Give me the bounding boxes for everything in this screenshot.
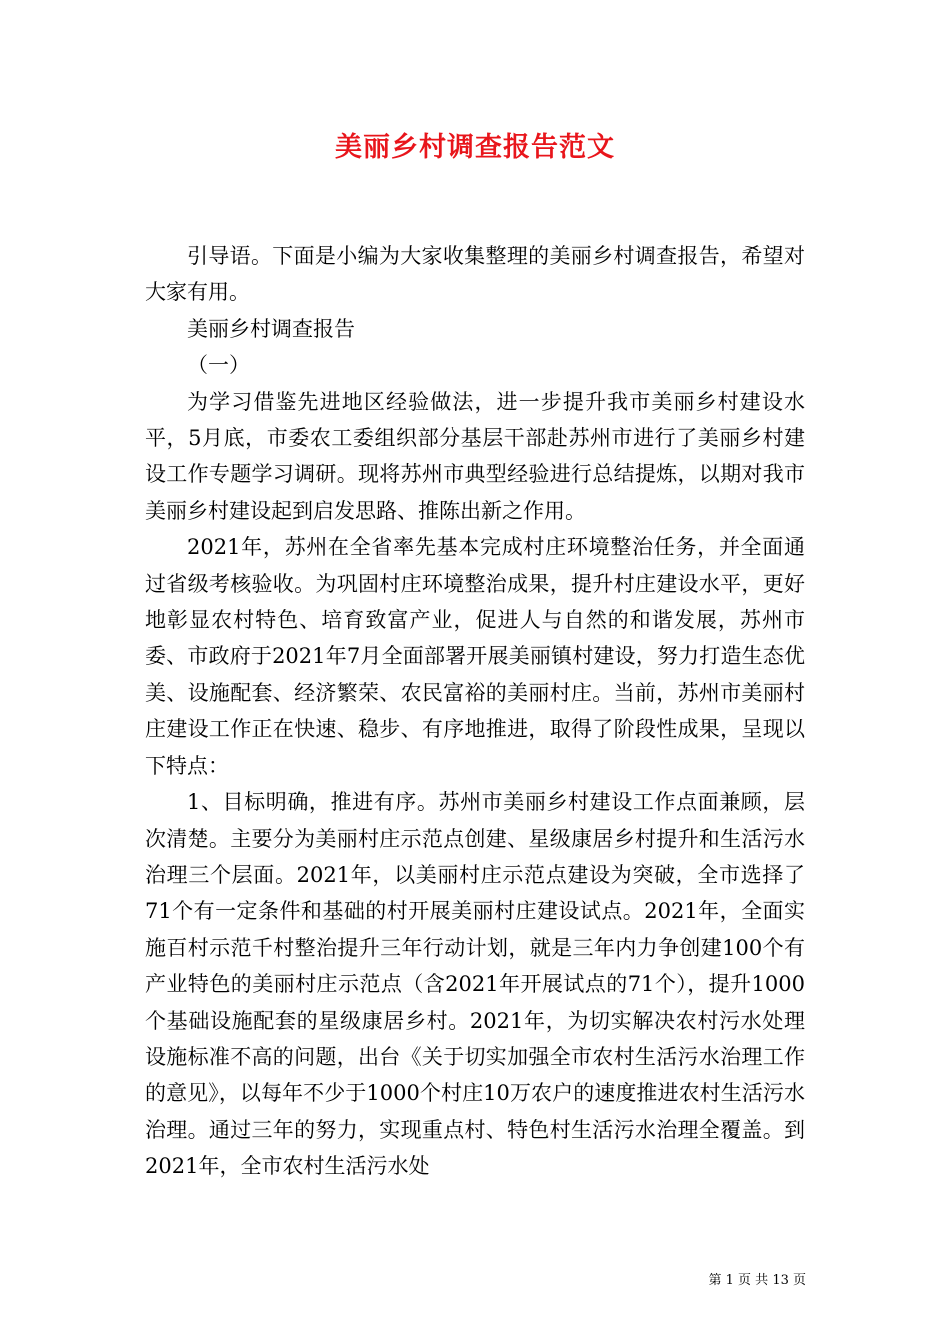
paragraph-point-1: 1、目标明确，推进有序。苏州市美丽乡村建设工作点面兼顾，层次清楚。主要分为美丽村庄示范点创建、星级康居乡村提升和生活污水治理三个层面。2021年，以美丽村庄示范点建设为突破，全市选择了71个有一定条件和基础的村开展美丽村庄建设试点。2021年，全面实施百村示范千村整治提升三年行动计划，就是三年内力争创建100个有产业特色的美丽村庄示范点（含2021年开展试点的71个），提升1000个基础设施配套的星级康居乡村。2021年，为切实解决农村污水处理设施标准不高的问题，出台《关于切实加强全市农村生活污水治理工作的意见》，以每年不少于1000个村庄10万农户的速度推进农村生活污水治理。通过三年的努力，实现重点村、特色村生活污水治理全覆盖。到2021年，全市农村生活污水处 xyxy=(145,790,805,1179)
paragraph-purpose: 为学习借鉴先进地区经验做法，进一步提升我市美丽乡村建设水平，5月底，市委农工委组织部分基层干部赴苏州市进行了美丽乡村建设工作专题学习调研。现将苏州市典型经验进行总结提炼，以期对我市美丽乡村建设起到启发思路、推陈出新之作用。 xyxy=(145,389,805,523)
document-title: 美丽乡村调查报告范文 xyxy=(335,132,615,163)
paragraph-section-number: （一） xyxy=(187,353,250,378)
paragraph-report-heading: 美丽乡村调查报告 xyxy=(187,316,355,341)
paragraph-background: 2021年，苏州在全省率先基本完成村庄环境整治任务，并全面通过省级考核验收。为巩固村庄环境整治成果，提升村庄建设水平，更好地彰显农村特色、培育致富产业，促进人与自然的和谐发展，苏州市委、市政府于2021年7月全面部署开展美丽镇村建设，努力打造生态优美、设施配套、经济繁荣、农民富裕的美丽村庄。当前，苏州市美丽村庄建设工作正在快速、稳步、有序地推进，取得了阶段性成果，呈现以下特点： xyxy=(145,535,805,778)
page-number-footer: 第 1 页 共 13 页 xyxy=(708,1273,806,1288)
paragraph-intro: 引导语。下面是小编为大家收集整理的美丽乡村调查报告，希望对大家有用。 xyxy=(145,244,805,305)
document-body xyxy=(145,238,805,1185)
